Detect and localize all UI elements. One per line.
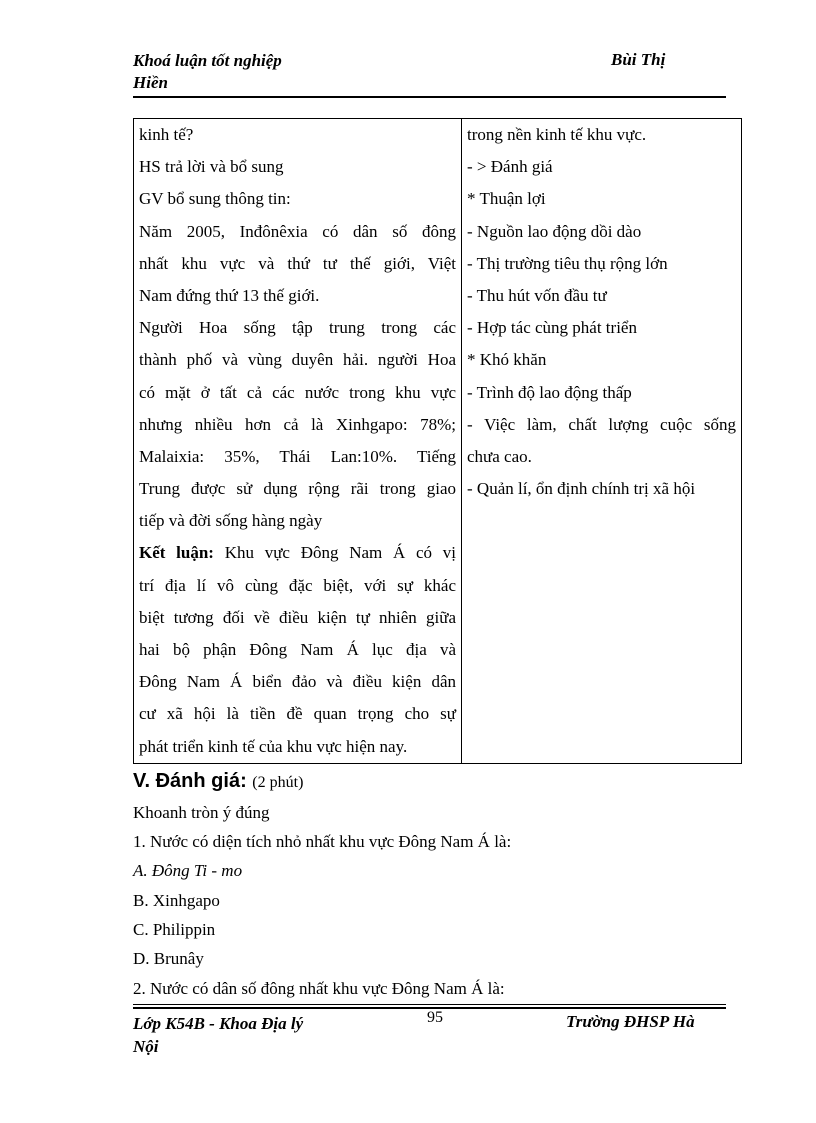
conclusion-first-line — [139, 537, 456, 569]
text-line: tiếp và đời sống hàng ngày — [139, 511, 323, 531]
text-line: có mặt ở tất cả các nước trong khu vực — [139, 382, 456, 402]
right-lines — [467, 119, 736, 505]
text-line: nhưng nhiều hơn cả là Xinhgapo: 78%; — [139, 414, 456, 434]
text-line: hai bộ phận Đông Nam Á lục địa và — [139, 640, 456, 659]
text-line: Malaixia: 35%, Thái Lan:10%. Tiếng — [139, 446, 456, 466]
page-number: 95 — [427, 1009, 443, 1026]
conclusion-lines — [139, 570, 456, 731]
text-line: HS trả lời và bổ sung — [139, 157, 284, 177]
q1-option-b: B. Xinhgapo — [133, 891, 220, 910]
right-column — [462, 119, 742, 764]
question-1: 1. Nước có diện tích nhỏ nhất khu vực Đông Nam Á là: — [133, 832, 512, 851]
text-line: - Thị trường tiêu thụ rộng lớn — [467, 253, 668, 273]
text-line: Người Hoa sống tập trung trong các — [139, 318, 456, 338]
q1-option-c: C. Philippin — [133, 920, 216, 939]
text-line: - Nguồn lao động dồi dào — [467, 221, 642, 241]
text-line: - > Đánh giá — [467, 157, 553, 177]
text-line: Nam đứng thứ 13 thế giới. — [139, 285, 320, 305]
header-title-cont: Hiền — [133, 73, 168, 92]
text-line: Đông Nam Á biển đảo và điều kiện dân — [139, 672, 456, 692]
left-lines — [139, 119, 456, 537]
conclusion-label: Kết luận: — [139, 543, 214, 563]
footer-class-cont: Nội — [133, 1037, 159, 1056]
text-line: biệt tương đối về điều kiện tự nhiên giữa — [139, 607, 456, 627]
left-column — [134, 119, 462, 764]
conclusion-last-line: phát triển kinh tế của khu vực hiện nay. — [139, 736, 408, 756]
instruction: Khoanh tròn ý đúng — [133, 803, 270, 822]
q1-option-a: A. Đông Ti - mo — [133, 861, 243, 880]
footer-school: Trường ĐHSP Hà — [566, 1012, 695, 1031]
footer-left — [133, 1012, 303, 1058]
section-time: (2 phút) — [252, 774, 304, 791]
text-line: - Hợp tác cùng phát triển — [467, 318, 637, 338]
section-title-text: V. Đánh giá: — [133, 770, 247, 792]
text-line: trong nền kinh tế khu vực. — [467, 125, 647, 144]
text-line: - Trình độ lao động thấp — [467, 382, 632, 402]
footer-rule-thin — [133, 1004, 726, 1005]
q1-option-d: D. Brunây — [133, 949, 204, 968]
text-line: * Khó khăn — [467, 350, 547, 370]
text-line: - Quản lí, ổn định chính trị xã hội — [467, 479, 696, 499]
text-line: Năm 2005, Inđônêxia có dân số đông — [139, 221, 456, 241]
text-line: cư xã hội là tiền đề quan trọng cho sự — [139, 704, 456, 724]
conclusion-text: Khu vực Đông Nam Á có vị — [213, 543, 456, 563]
header-left — [133, 50, 282, 94]
text-line: thành phố và vùng duyên hải. người Hoa — [139, 350, 456, 370]
text-line: nhất khu vực và thứ tư thế giới, Việt — [139, 253, 456, 273]
text-line: - Việc làm, chất lượng cuộc sống — [467, 414, 736, 434]
header-author: Bùi Thị — [611, 50, 666, 69]
footer-class: Lớp K54B - Khoa Địa lý — [133, 1014, 304, 1033]
section-title — [133, 770, 303, 793]
question-2: 2. Nước có dân số đông nhất khu vực Đông Nam Á là: — [133, 979, 505, 998]
table-row — [134, 119, 742, 764]
content-table — [133, 118, 742, 764]
text-line: * Thuận lợi — [467, 189, 546, 209]
text-line: chưa cao. — [467, 446, 532, 466]
text-line: Trung được sử dụng rộng rãi trong giao — [139, 479, 456, 499]
header-title: Khoá luận tốt nghiệp — [133, 51, 282, 70]
header-rule — [133, 96, 726, 98]
text-line: - Thu hút vốn đầu tư — [467, 285, 607, 305]
text-line: GV bổ sung thông tin: — [139, 189, 291, 209]
text-line: kinh tế? — [139, 125, 194, 144]
text-line: trí địa lí vô cùng đặc biệt, với sự khác — [139, 575, 456, 595]
